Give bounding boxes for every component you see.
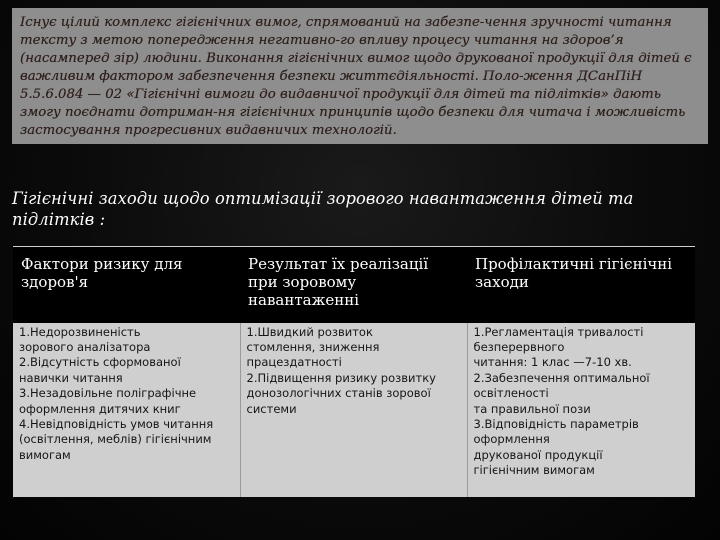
- cell-line: 1.Швидкий розвиток: [246, 324, 373, 339]
- table-header-row: [13, 247, 695, 323]
- intro-paragraph: Існує цілий комплекс гігієнічних вимог, спрямований на забезпе-чення зручності читання тексту з метою попередження негативно-го впливу процесу читання на здоров’я (насамперед зір) людини. Виконання гігієнічних вимог щодо друкованої продукції для дітей є важливим фактором забезпечення безпеки життєдіяльності. Поло-ження ДСанПіН 5.5.6.084 — 02 «Гігієнічні вимоги до видавничої продукції для дітей та підлітків» дають змогу поєднати дотриман-ня гігієнічних принципів щодо безпеки для читача і можливість застосування прогресивних видавничих технологій.: [12, 8, 708, 144]
- hygiene-measures-table: [13, 246, 695, 497]
- cell-line: 1.Регламентація тривалості: [473, 324, 644, 339]
- cell-line: 2.Забезпечення оптимальної: [473, 370, 650, 385]
- cell-line: друкованої продукції: [473, 447, 603, 462]
- cell-results: [240, 323, 467, 497]
- cell-line: системи: [246, 401, 297, 416]
- cell-line: гігієнічним вимогам: [473, 463, 595, 478]
- cell-line: 2.Підвищення ризику розвитку: [246, 370, 436, 385]
- cell-line: освітленості: [473, 386, 549, 401]
- cell-line: читання: 1 клас —7-10 хв.: [473, 355, 632, 370]
- cell-line: стомлення, зниження: [246, 339, 380, 354]
- cell-line: оформлення: [473, 432, 550, 447]
- cell-line: навички читання: [19, 370, 123, 385]
- cell-line: безперервного: [473, 339, 565, 354]
- cell-line: оформлення дитячих книг: [19, 401, 181, 416]
- cell-line: працездатності: [246, 355, 342, 370]
- cell-line: вимогам: [19, 447, 71, 462]
- header-risk-factors: Фактори ризику для здоров'я: [13, 247, 240, 323]
- table-row: [13, 323, 695, 497]
- cell-risk-factors: [13, 323, 240, 497]
- section-heading: Гігієнічні заходи щодо оптимізації зорового навантаження дітей та підлітків :: [12, 189, 634, 229]
- cell-line: 1.Недорозвиненість: [19, 324, 141, 339]
- cell-line: 3.Незадовільне поліграфічне: [19, 386, 197, 401]
- cell-line: донозологічних станів зорової: [246, 386, 431, 401]
- cell-preventive-measures: [467, 323, 695, 497]
- header-preventive-measures: Профілактичні гігієнічні заходи: [467, 247, 695, 323]
- cell-line: та правильної пози: [473, 401, 591, 416]
- cell-line: 2.Відсутність сформованої: [19, 355, 181, 370]
- cell-line: (освітлення, меблів) гігієнічним: [19, 432, 212, 447]
- cell-line: зорового аналізатора: [19, 339, 151, 354]
- cell-line: 3.Відповідність параметрів: [473, 416, 639, 431]
- header-results: Результат їх реалізації при зоровому навантаженні: [240, 247, 467, 323]
- cell-line: 4.Невідповідність умов читання: [19, 416, 214, 431]
